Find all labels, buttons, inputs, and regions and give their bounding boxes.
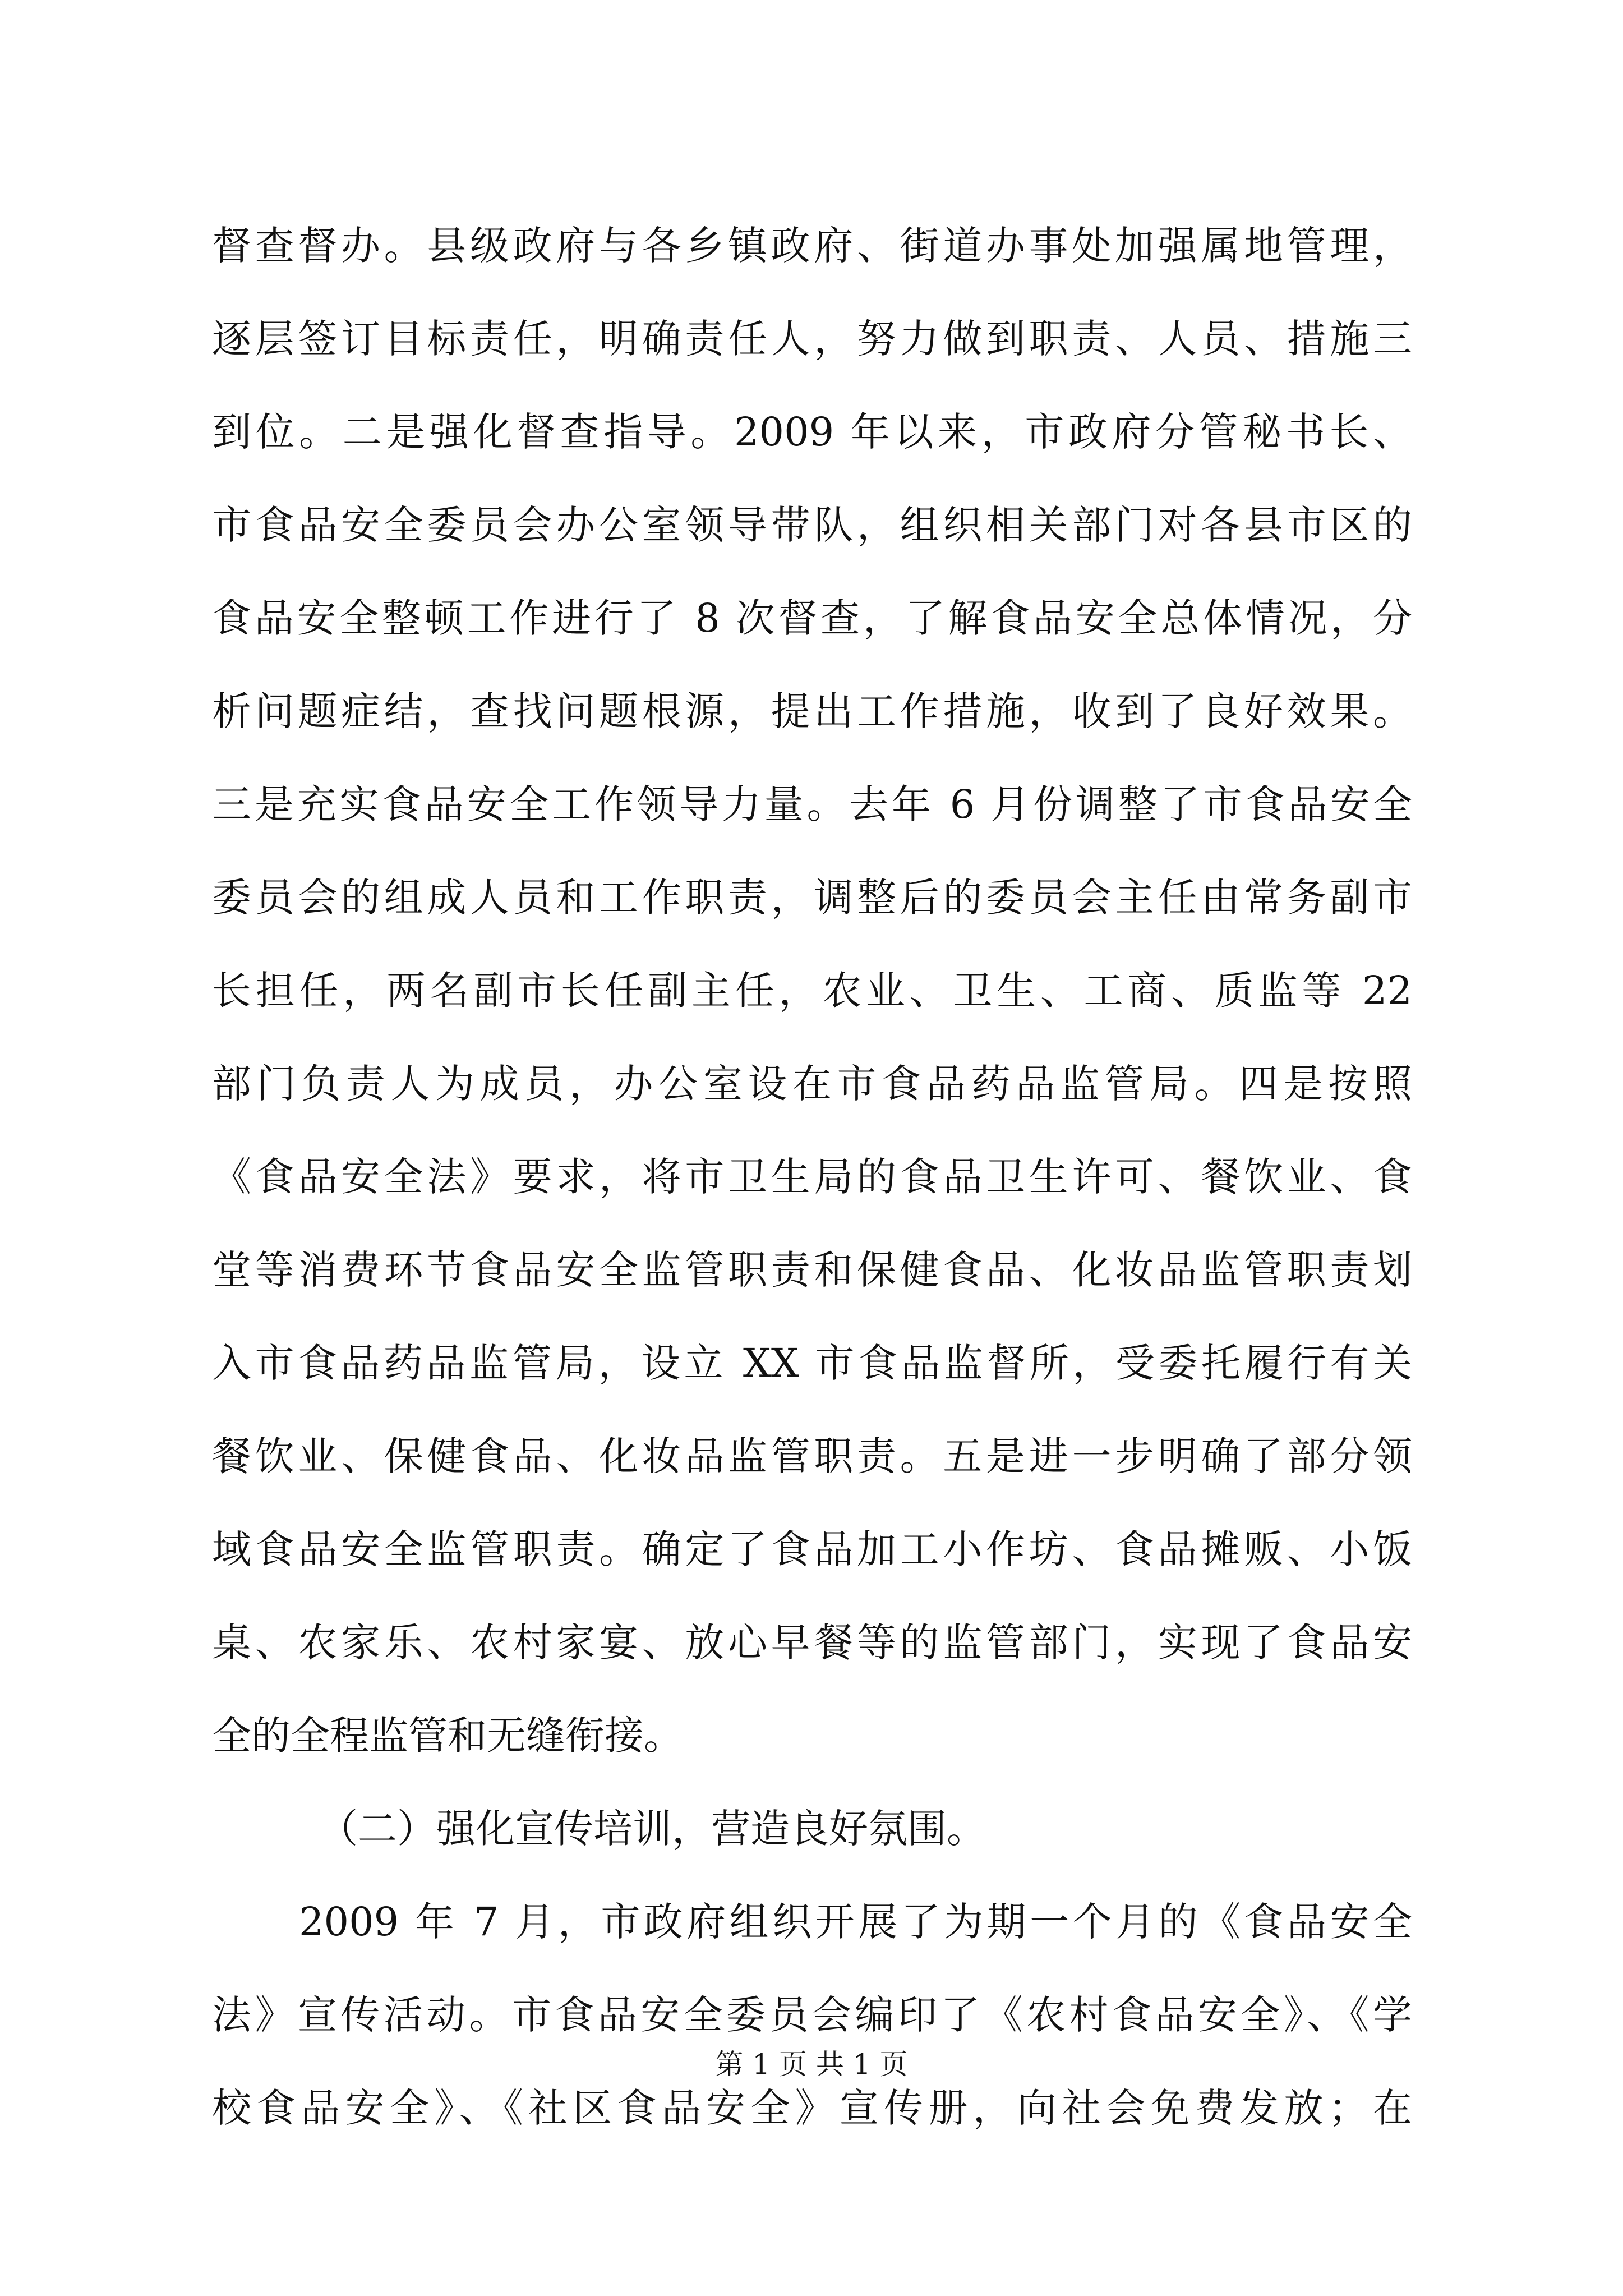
text-line: 堂等消费环节食品安全监管职责和保健食品、化妆品监管职责划	[212, 1247, 1412, 1293]
text-line: 校食品安全》、《社区食品安全》宣传册，向社会免费发放；在	[212, 2085, 1412, 2131]
text-line: 全的全程监管和无缝衔接。	[212, 1713, 683, 1759]
page-footer: 第 1 页 共 1 页	[715, 2048, 908, 2081]
text-line: 桌、农家乐、农村家宴、放心早餐等的监管部门，实现了食品安	[212, 1619, 1412, 1665]
text-line: 长担任，两名副市长任副主任，农业、卫生、工商、质监等 22	[212, 968, 1412, 1014]
text-line: 食品安全整顿工作进行了 8 次督查，了解食品安全总体情况，分	[212, 595, 1412, 641]
text-line: 三是充实食品安全工作领导力量。去年 6 月份调整了市食品安全	[212, 781, 1412, 827]
document-body	[212, 199, 1412, 2155]
text-line: 部门负责人为成员，办公室设在市食品药品监管局。四是按照	[212, 1061, 1412, 1107]
section-heading: （二）强化宣传培训，营造良好氛围。	[319, 1806, 986, 1852]
text-line: 法》宣传活动。市食品安全委员会编印了《农村食品安全》、《学	[212, 1992, 1412, 2038]
text-line: 到位。二是强化督查指导。2009 年以来，市政府分管秘书长、	[212, 409, 1412, 455]
text-line: 析问题症结，查找问题根源，提出工作措施，收到了良好效果。	[212, 688, 1412, 734]
text-line: 督查督办。县级政府与各乡镇政府、街道办事处加强属地管理，	[212, 223, 1412, 269]
text-line: 域食品安全监管职责。确定了食品加工小作坊、食品摊贩、小饭	[212, 1526, 1412, 1572]
text-line: 2009 年 7 月，市政府组织开展了为期一个月的《食品安全	[299, 1899, 1412, 1945]
text-line: 餐饮业、保健食品、化妆品监管职责。五是进一步明确了部分领	[212, 1433, 1412, 1479]
text-line: 委员会的组成人员和工作职责，调整后的委员会主任由常务副市	[212, 875, 1412, 921]
text-line: 入市食品药品监管局，设立 XX 市食品监督所，受委托履行有关	[212, 1340, 1412, 1386]
text-line: 《食品安全法》要求，将市卫生局的食品卫生许可、餐饮业、食	[212, 1154, 1412, 1200]
text-line: 逐层签订目标责任，明确责任人，努力做到职责、人员、措施三	[212, 316, 1412, 362]
text-line: 市食品安全委员会办公室领导带队，组织相关部门对各县市区的	[212, 502, 1412, 548]
